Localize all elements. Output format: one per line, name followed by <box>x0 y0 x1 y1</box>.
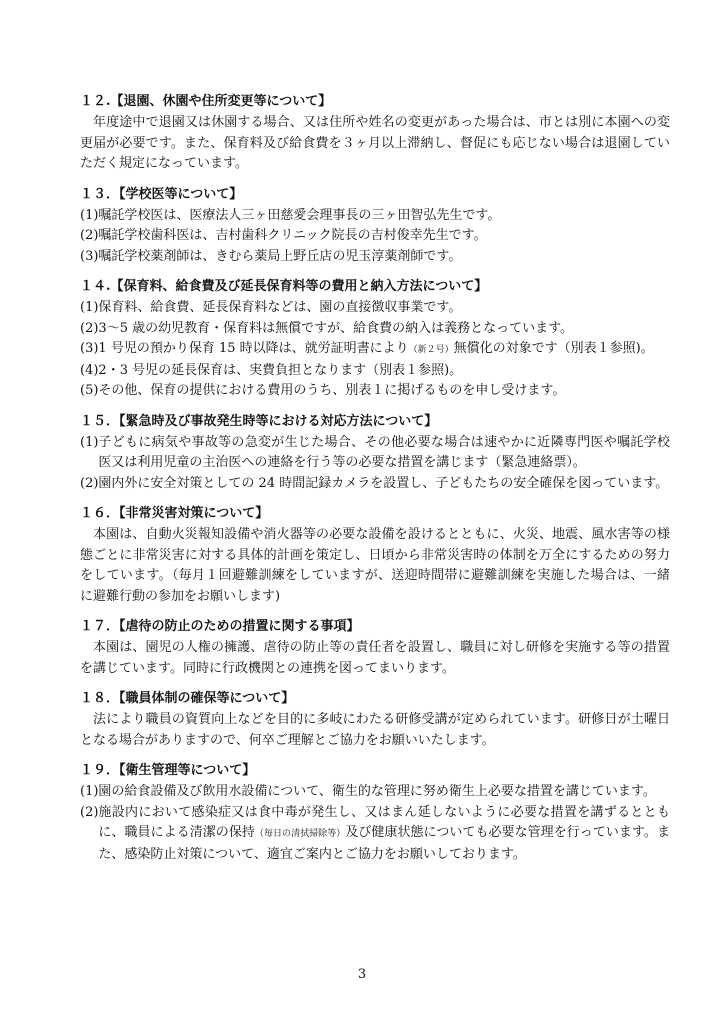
section-14 <box>80 276 670 402</box>
list-item <box>80 803 670 866</box>
item-text: 嘱託学校歯科医は、吉村歯科クリニック院長の吉村俊幸先生です。 <box>98 228 487 243</box>
section-heading: １５．【緊急時及び事故発生時等における対応方法について】 <box>80 413 438 429</box>
item-number: (4) <box>80 362 99 378</box>
item-number: (1) <box>80 300 99 315</box>
item-text-part: 及び健康状態についても必要な管理を行っています。また、感染防止対策について、適宜ご案内とご協力をお願いしております。 <box>98 825 670 862</box>
section-paragraph: 年度途中で退園又は休園する場合、又は住所や姓名の変更があった場合は、市とは別に本園への変更届が必要です。また、保育料及び給食費を３ヶ月以上滞納し、督促にも応じない場合は退園していただく規定になっています。 <box>80 115 670 171</box>
section-heading: １６．【非常災害対策について】 <box>80 506 269 521</box>
section-15 <box>80 411 670 495</box>
list-item <box>80 782 670 803</box>
list-item <box>80 206 670 227</box>
section-16 <box>80 503 670 607</box>
section-paragraph: 本園は、自動火災報知設備や消火器等の必要な設備を設けるとともに、火災、地震、風水害等の様態ごとに非常災害に対する具体的計画を策定し、日頃から非常災害時の体制を万全にするための努力をしています。（毎月１回避難訓練をしていますが、送迎時間帯に避難訓練を実施した場合は、一緒に避難行動の参加をお願いします) <box>80 527 670 604</box>
section-paragraph: 本園は、園児の人権の擁護、虐待の防止等の責任者を設置し、職員に対し研修を実施する等の措置を講じています。同時に行政機関との連携を図ってまいります。 <box>80 640 670 676</box>
list-item <box>80 298 670 319</box>
section-12 <box>80 91 670 175</box>
list-item <box>80 474 670 495</box>
list-item <box>80 433 670 474</box>
item-text: 嘱託学校医は、医療法人三ヶ田慈愛会理事長の三ヶ田智弘先生です。 <box>98 207 501 223</box>
item-text <box>98 803 670 866</box>
item-text-part: 無償化の対象です（別表１参照)。 <box>453 341 654 356</box>
item-text-part: 1 号児の預かり保育 15 時以降は、就労証明書により <box>98 341 409 356</box>
item-number: (2) <box>80 804 99 820</box>
section-18 <box>80 688 670 751</box>
section-13 <box>80 184 670 268</box>
item-text: 園内外に安全対策としての 24 時間記録カメラを設置し、子どもたちの安全確保を図っています。 <box>98 475 669 491</box>
section-heading: １７．【虐待の防止のための措置に関する事項】 <box>80 619 360 634</box>
list-item <box>80 381 670 402</box>
section-17 <box>80 616 670 679</box>
item-number: (1) <box>80 434 99 450</box>
section-heading: １３．【学校医等について】 <box>80 186 243 202</box>
item-text: 保育料、給食費、延長保育料などは、園の直接徴収事業です。 <box>98 300 462 315</box>
list-item <box>80 226 670 247</box>
list-item <box>80 361 670 382</box>
document-body <box>80 91 670 874</box>
item-number: (3) <box>80 341 99 356</box>
list-item <box>80 339 670 361</box>
item-number: (2) <box>80 475 99 491</box>
item-text: その他、保育の提供における費用のうち、別表１に掲げるものを申し受けます。 <box>98 383 566 398</box>
item-text: 園の給食設備及び飲用水設備について、衛生的な管理に努め衛生上必要な措置を講じています。 <box>98 784 656 799</box>
item-text-note: （新２号） <box>408 345 454 355</box>
section-paragraph: 法により職員の資質向上などを目的に多岐にわたる研修受講が定められています。研修日が土曜日となる場合がありますので、何卒ご理解とご協力をお願いいたします。 <box>80 712 670 748</box>
section-heading: １９．【衛生管理等について】 <box>80 763 256 778</box>
item-number: (3) <box>80 248 99 264</box>
item-text: 嘱託学校薬剤師は、きむら薬局上野丘店の児玉淳薬剤師です。 <box>98 248 462 264</box>
item-number: (2) <box>80 320 99 336</box>
item-text: 3～5 歳の幼児教育・保育料は無償ですが、給食費の納入は義務となっています。 <box>98 320 574 336</box>
item-number: (5) <box>80 383 99 398</box>
page-number: 3 <box>357 967 367 982</box>
item-text <box>98 339 670 361</box>
item-text-note: （毎日の清拭掃除等） <box>254 829 346 839</box>
item-number: (1) <box>80 207 99 223</box>
list-item <box>80 247 670 268</box>
item-number: (1) <box>80 784 99 799</box>
list-item <box>80 319 670 340</box>
item-number: (2) <box>80 228 99 243</box>
item-text-part: 施設内において感染症又は食中毒が発生し、又はまん延しないように必要な措置を講ずるとともに、職員による清潔の保持 <box>98 804 670 840</box>
item-text: 子どもに病気や事故等の急変が生じた場合、その他必要な場合は速やかに近隣専門医や嘱託学校医又は利用児童の主治医への連絡を行う等の必要な措置を講じます（緊急連絡票）。 <box>98 434 670 470</box>
section-heading: １４.【保育料、給食費及び延長保育料等の費用と納入方法について】 <box>80 279 488 294</box>
section-heading: １２.【退園、休園や住所変更等について】 <box>80 94 332 109</box>
section-heading: １８．【職員体制の確保等について】 <box>80 691 295 706</box>
section-19 <box>80 760 670 865</box>
item-text: 2・3 号児の延長保育は、実費負担となります（別表１参照)。 <box>98 362 463 378</box>
